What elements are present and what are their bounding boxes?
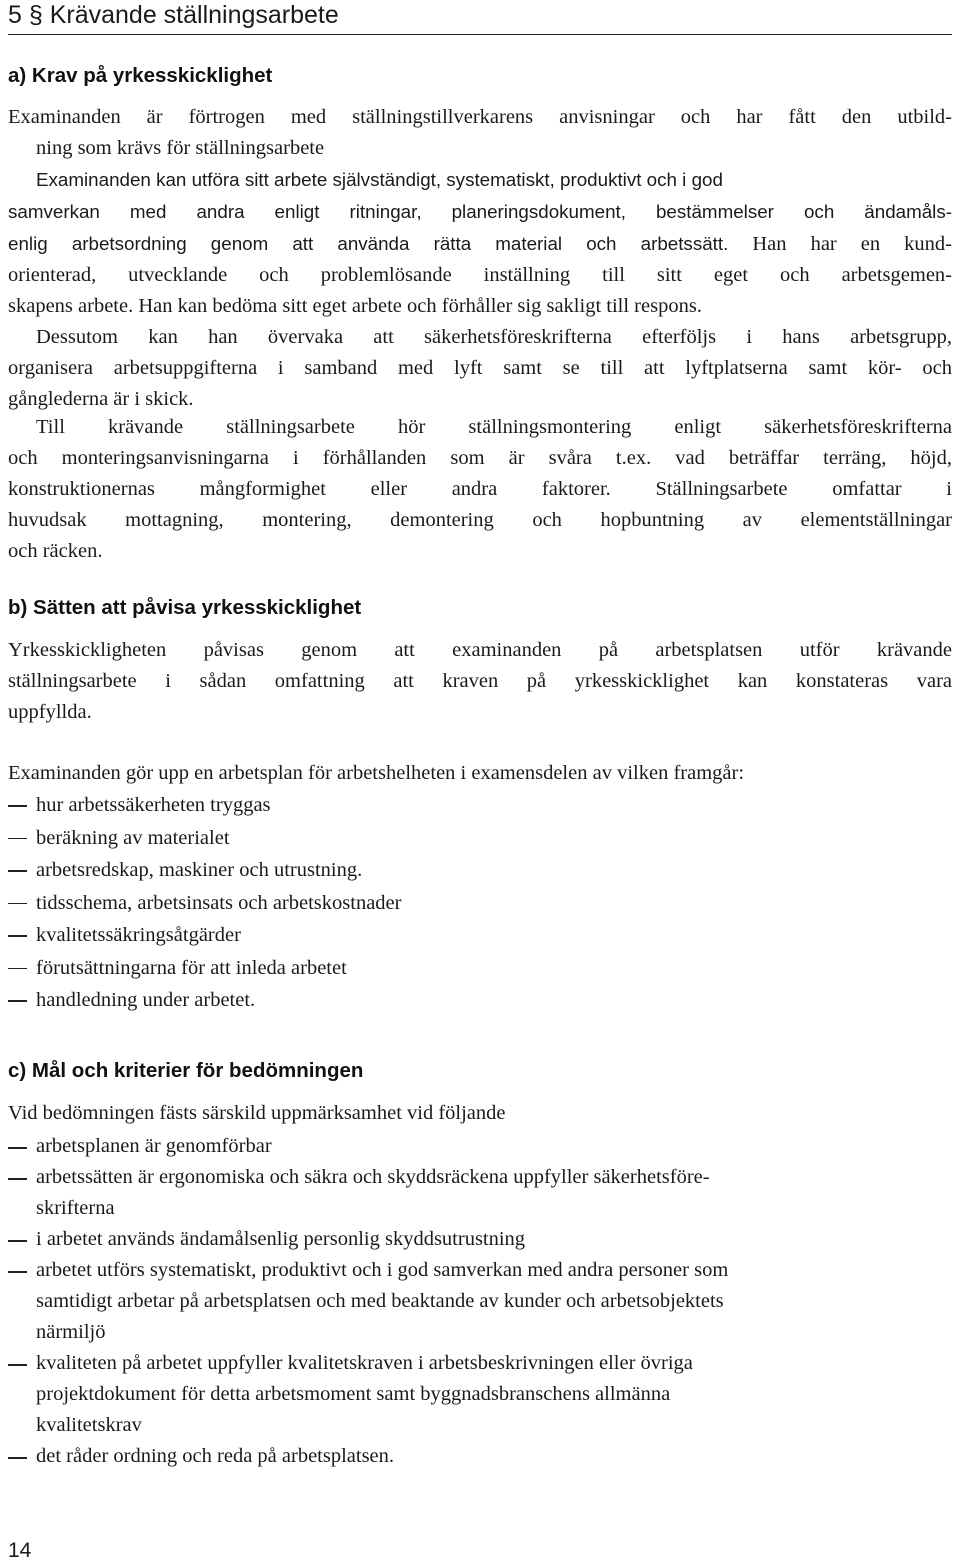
- text-line: Till krävande ställningsarbete hör ställningsmontering enligt säkerhetsföreskrifterna: [36, 416, 952, 438]
- list-item-text: arbetsredskap, maskiner och utrustning.: [36, 859, 363, 881]
- list-item: [8, 789, 952, 822]
- list-item: [8, 919, 952, 952]
- list-item-text: arbetsplanen är genomförbar: [36, 1135, 272, 1157]
- list-item-text: projektdokument för detta arbetsmoment samt byggnadsbranschens allmänna: [36, 1383, 671, 1405]
- section-a-paragraph-3: [8, 412, 952, 567]
- text-line: skapens arbete. Han kan bedöma sitt eget arbete och förhåller sig sakligt till respons.: [8, 295, 702, 317]
- text-line: huvudsak mottagning, montering, demontering och hopbuntning av elementställningar: [8, 509, 952, 531]
- text-line: Yrkesskickligheten påvisas genom att examinanden på arbetsplatsen utför krävande: [8, 639, 952, 661]
- list-item: [8, 952, 952, 985]
- list-item: [8, 1441, 952, 1472]
- list-item-text: samtidigt arbetar på arbetsplatsen och med beaktande av kunder och arbetsobjektets: [36, 1290, 724, 1312]
- list-item: [8, 1131, 952, 1162]
- text-line: Vid bedömningen fästs särskild uppmärksamhet vid följande: [8, 1102, 506, 1124]
- section-a-heading: a) Krav på yrkesskicklighet: [8, 64, 273, 87]
- section-b-paragraph-1: [8, 635, 952, 728]
- text-run: enlig arbetsordning genom att använda rätta material och arbetssätt.: [8, 233, 729, 254]
- list-item: [8, 822, 952, 855]
- section-a-paragraph-1: [8, 102, 952, 164]
- text-run: Han har en kund-: [752, 233, 952, 255]
- list-item-text: tidsschema, arbetsinsats och arbetskostnader: [36, 891, 402, 914]
- chapter-title: 5 § Krävande ställningsarbete: [8, 1, 339, 29]
- list-item-text: i arbetet används ändamålsenlig personlig skyddsutrustning: [36, 1228, 526, 1250]
- text-line: [8, 164, 952, 196]
- text-line: uppfyllda.: [8, 701, 92, 723]
- section-b-paragraph-2: [8, 758, 952, 789]
- work-plan-list: [8, 789, 952, 1017]
- text-line: och monteringsanvisningarna i förhållanden som är svåra t.ex. vad beträffar terräng, höjd,: [8, 447, 952, 469]
- list-item: [8, 984, 952, 1017]
- list-item: [8, 854, 952, 887]
- section-b-heading: b) Sätten att påvisa yrkesskicklighet: [8, 596, 362, 619]
- text-line: konstruktionernas mångformighet eller andra faktorer. Ställningsarbete omfattar i: [8, 478, 952, 500]
- list-item-text: förutsättningarna för att inleda arbetet: [36, 956, 347, 979]
- list-item: [8, 887, 952, 920]
- list-item-text: kvaliteten på arbetet uppfyller kvalitetskraven i arbetsbeskrivningen eller övriga: [36, 1352, 693, 1374]
- text-line: [8, 228, 952, 260]
- text-line: orienterad, utvecklande och problemlösande inställning till sitt eget och arbetsgemen-: [8, 264, 952, 286]
- list-item: [8, 1162, 952, 1224]
- list-item-text: närmiljö: [36, 1321, 106, 1343]
- list-item-text: beräkning av materialet: [36, 826, 230, 849]
- page-number: 14: [8, 1539, 32, 1562]
- list-item: [8, 1255, 952, 1348]
- list-item-text: skrifterna: [36, 1197, 115, 1219]
- text-run: samverkan med andra enligt ritningar, planeringsdokument, bestämmelser och ändamåls-: [8, 201, 952, 222]
- text-line: Examinanden gör upp en arbetsplan för arbetshelheten i examensdelen av vilken framgår:: [8, 762, 745, 784]
- page-header: [8, 0, 952, 35]
- section-a-paragraph-2: [8, 164, 952, 415]
- list-item-text: handledning under arbetet.: [36, 989, 256, 1011]
- list-item-text: hur arbetssäkerheten tryggas: [36, 794, 271, 816]
- list-item-text: kvalitetskrav: [36, 1414, 142, 1436]
- list-item-text: det råder ordning och reda på arbetsplatsen.: [36, 1445, 395, 1467]
- list-item: [8, 1224, 952, 1255]
- text-run: Examinanden kan utföra sitt arbete självständigt, systematiskt, produktivt och i god: [36, 169, 723, 190]
- text-line: organisera arbetsuppgifterna i samband med lyft samt se till att lyftplatserna samt kör- och: [8, 357, 952, 379]
- section-c-heading: c) Mål och kriterier för bedömningen: [8, 1059, 364, 1082]
- text-line: Dessutom kan han övervaka att säkerhetsföreskrifterna efterföljs i hans arbetsgrupp,: [36, 326, 952, 348]
- text-line: gånglederna är i skick.: [8, 388, 194, 410]
- text-line: ställningsarbete i sådan omfattning att kraven på yrkesskicklighet kan konstateras vara: [8, 670, 952, 692]
- text-line: Examinanden är förtrogen med ställningstillverkarens anvisningar och har fått den utbild-: [8, 106, 952, 128]
- assessment-criteria-list: [8, 1131, 952, 1472]
- text-line: [8, 196, 952, 228]
- text-line: och räcken.: [8, 540, 103, 562]
- list-item-text: kvalitetssäkringsåtgärder: [36, 924, 241, 946]
- list-item: [8, 1348, 952, 1441]
- text-line: ning som krävs för ställningsarbete: [36, 137, 325, 159]
- list-item-text: arbetssätten är ergonomiska och säkra och skyddsräckena uppfyller säkerhetsföre-: [36, 1166, 710, 1188]
- section-c-intro: [8, 1098, 952, 1129]
- list-item-text: arbetet utförs systematiskt, produktivt och i god samverkan med andra personer som: [36, 1259, 729, 1281]
